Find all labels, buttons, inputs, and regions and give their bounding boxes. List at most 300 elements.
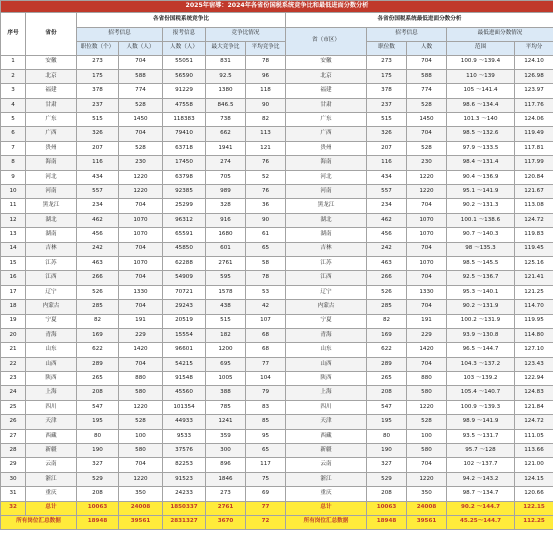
total-seq: 32 — [1, 501, 26, 515]
cell-r-positions: 195 — [367, 415, 407, 429]
cell-applicants: 91229 — [163, 84, 206, 98]
cell-r-positions: 529 — [367, 472, 407, 486]
cell-max-ratio: 328 — [206, 199, 246, 213]
cell-positions: 462 — [77, 213, 119, 227]
cell-range: 90.2 ～131.3 — [447, 199, 515, 213]
table-row — [1, 487, 553, 501]
cell-province: 湖北 — [26, 213, 77, 227]
summary-value-left: 72 — [246, 515, 286, 529]
summary-row — [1, 515, 553, 529]
cell-province: 新疆 — [26, 444, 77, 458]
table-row — [1, 242, 553, 256]
cell-max-ratio: 1846 — [206, 472, 246, 486]
header-range: 范围 — [447, 41, 515, 55]
cell-people: 191 — [119, 314, 163, 328]
cell-max-ratio: 182 — [206, 328, 246, 342]
header-score-info: 最低进面分数情况 — [447, 28, 553, 42]
cell-r-positions: 327 — [367, 458, 407, 472]
summary-label-left: 所有岗位汇总数据 — [1, 515, 77, 529]
cell-r-positions: 237 — [367, 98, 407, 112]
header-r-people: 人数 — [407, 41, 447, 55]
cell-people: 528 — [119, 98, 163, 112]
cell-seq: 18 — [1, 300, 26, 314]
cell-r-people: 100 — [407, 429, 447, 443]
total-positions: 10063 — [77, 501, 119, 515]
cell-applicants: 96601 — [163, 343, 206, 357]
cell-province: 福建 — [26, 84, 77, 98]
cell-province: 江苏 — [26, 256, 77, 270]
total-r-positions: 10063 — [367, 501, 407, 515]
table-row — [1, 328, 553, 342]
table-row — [1, 98, 553, 112]
cell-range: 90.2 ～131.9 — [447, 300, 515, 314]
cell-province: 贵州 — [26, 141, 77, 155]
cell-max-ratio: 785 — [206, 400, 246, 414]
cell-people: 1220 — [119, 472, 163, 486]
cell-people: 704 — [119, 271, 163, 285]
cell-province: 青海 — [26, 328, 77, 342]
cell-r-people: 1420 — [407, 343, 447, 357]
header-people: 人数（人） — [119, 41, 163, 55]
cell-avg-ratio: 121 — [246, 141, 286, 155]
cell-people: 880 — [119, 372, 163, 386]
cell-city: 江苏 — [286, 256, 367, 270]
cell-seq: 14 — [1, 242, 26, 256]
cell-applicants: 101354 — [163, 400, 206, 414]
cell-range: 98 ～135.3 — [447, 242, 515, 256]
cell-max-ratio: 831 — [206, 55, 246, 69]
cell-avg-score: 121.67 — [515, 185, 553, 199]
cell-range: 100.2 ～131.9 — [447, 314, 515, 328]
cell-province: 内蒙古 — [26, 300, 77, 314]
cell-range: 104.3 ～137.2 — [447, 357, 515, 371]
total-row — [1, 501, 553, 515]
cell-province: 上海 — [26, 386, 77, 400]
cell-positions: 190 — [77, 444, 119, 458]
table-row — [1, 156, 553, 170]
cell-people: 1220 — [119, 400, 163, 414]
header-recruit-info: 招考信息 — [77, 28, 163, 42]
table-row — [1, 343, 553, 357]
cell-province: 浙江 — [26, 472, 77, 486]
summary-value-left: 39561 — [119, 515, 163, 529]
cell-seq: 19 — [1, 314, 26, 328]
cell-r-positions: 326 — [367, 127, 407, 141]
cell-r-people: 704 — [407, 458, 447, 472]
cell-r-positions: 456 — [367, 228, 407, 242]
total-applicants: 1850337 — [163, 501, 206, 515]
total-range: 90.2 ～144.7 — [447, 501, 515, 515]
cell-avg-ratio: 65 — [246, 444, 286, 458]
cell-range: 95.1 ～141.9 — [447, 185, 515, 199]
cell-people: 1330 — [119, 285, 163, 299]
cell-avg-score: 121.00 — [515, 458, 553, 472]
summary-value-left: 2831327 — [163, 515, 206, 529]
cell-range: 90.7 ～140.3 — [447, 228, 515, 242]
cell-applicants: 92385 — [163, 185, 206, 199]
cell-r-positions: 80 — [367, 429, 407, 443]
cell-r-people: 704 — [407, 199, 447, 213]
header-apply-info: 报考信息 — [163, 28, 206, 42]
cell-avg-ratio: 118 — [246, 84, 286, 98]
cell-avg-score: 121.25 — [515, 285, 553, 299]
table-row — [1, 84, 553, 98]
cell-applicants: 24233 — [163, 487, 206, 501]
cell-max-ratio: 359 — [206, 429, 246, 443]
cell-seq: 6 — [1, 127, 26, 141]
header-province: 省份 — [26, 13, 77, 56]
table-row — [1, 386, 553, 400]
cell-avg-score: 126.98 — [515, 69, 553, 83]
cell-seq: 12 — [1, 213, 26, 227]
cell-avg-ratio: 78 — [246, 55, 286, 69]
cell-city: 安徽 — [286, 55, 367, 69]
cell-province: 山东 — [26, 343, 77, 357]
cell-avg-score: 124.72 — [515, 415, 553, 429]
cell-city: 西藏 — [286, 429, 367, 443]
cell-province: 广东 — [26, 113, 77, 127]
cell-seq: 21 — [1, 343, 26, 357]
cell-r-positions: 462 — [367, 213, 407, 227]
cell-range: 93.5 ～131.7 — [447, 429, 515, 443]
total-city: 总计 — [286, 501, 367, 515]
cell-positions: 169 — [77, 328, 119, 342]
header-city: 省（市区） — [286, 28, 367, 56]
cell-applicants: 70721 — [163, 285, 206, 299]
table-row — [1, 185, 553, 199]
cell-r-people: 350 — [407, 487, 447, 501]
cell-seq: 30 — [1, 472, 26, 486]
cell-city: 吉林 — [286, 242, 367, 256]
cell-applicants: 17450 — [163, 156, 206, 170]
cell-r-people: 1330 — [407, 285, 447, 299]
cell-applicants: 82253 — [163, 458, 206, 472]
cell-range: 101.3 ～140 — [447, 113, 515, 127]
cell-applicants: 79410 — [163, 127, 206, 141]
cell-r-people: 1070 — [407, 256, 447, 270]
cell-avg-score: 114.80 — [515, 328, 553, 342]
cell-avg-score: 117.99 — [515, 156, 553, 170]
cell-max-ratio: 1941 — [206, 141, 246, 155]
cell-max-ratio: 1005 — [206, 372, 246, 386]
cell-applicants: 55051 — [163, 55, 206, 69]
cell-positions: 526 — [77, 285, 119, 299]
cell-positions: 273 — [77, 55, 119, 69]
cell-seq: 11 — [1, 199, 26, 213]
cell-range: 105 ～141.4 — [447, 84, 515, 98]
cell-positions: 463 — [77, 256, 119, 270]
cell-r-positions: 273 — [367, 55, 407, 69]
cell-seq: 22 — [1, 357, 26, 371]
cell-r-positions: 526 — [367, 285, 407, 299]
table-row — [1, 444, 553, 458]
cell-people: 580 — [119, 386, 163, 400]
cell-max-ratio: 274 — [206, 156, 246, 170]
cell-avg-ratio: 36 — [246, 199, 286, 213]
cell-applicants: 25299 — [163, 199, 206, 213]
cell-province: 云南 — [26, 458, 77, 472]
cell-city: 宁夏 — [286, 314, 367, 328]
cell-range: 97.9 ～133.5 — [447, 141, 515, 155]
cell-avg-ratio: 53 — [246, 285, 286, 299]
cell-r-positions: 82 — [367, 314, 407, 328]
cell-province: 西藏 — [26, 429, 77, 443]
table-row — [1, 141, 553, 155]
table-row — [1, 372, 553, 386]
cell-seq: 31 — [1, 487, 26, 501]
cell-seq: 20 — [1, 328, 26, 342]
cell-positions: 208 — [77, 386, 119, 400]
table-row — [1, 429, 553, 443]
cell-applicants: 63798 — [163, 170, 206, 184]
cell-city: 河南 — [286, 185, 367, 199]
cell-r-people: 1220 — [407, 400, 447, 414]
cell-max-ratio: 515 — [206, 314, 246, 328]
cell-province: 海南 — [26, 156, 77, 170]
cell-max-ratio: 1380 — [206, 84, 246, 98]
cell-r-positions: 463 — [367, 256, 407, 270]
cell-r-positions: 234 — [367, 199, 407, 213]
cell-province: 江西 — [26, 271, 77, 285]
cell-seq: 23 — [1, 372, 26, 386]
cell-range: 94.2 ～143.2 — [447, 472, 515, 486]
cell-people: 580 — [119, 444, 163, 458]
cell-city: 湖南 — [286, 228, 367, 242]
cell-people: 1220 — [119, 185, 163, 199]
cell-applicants: 91523 — [163, 472, 206, 486]
summary-value-right: 39561 — [407, 515, 447, 529]
cell-province: 山西 — [26, 357, 77, 371]
cell-applicants: 63718 — [163, 141, 206, 155]
cell-city: 北京 — [286, 69, 367, 83]
table-row — [1, 415, 553, 429]
cell-city: 贵州 — [286, 141, 367, 155]
cell-max-ratio: 738 — [206, 113, 246, 127]
cell-r-people: 528 — [407, 141, 447, 155]
cell-max-ratio: 662 — [206, 127, 246, 141]
cell-city: 江西 — [286, 271, 367, 285]
table-row — [1, 127, 553, 141]
cell-r-positions: 378 — [367, 84, 407, 98]
cell-max-ratio: 2761 — [206, 256, 246, 270]
cell-people: 1070 — [119, 256, 163, 270]
total-avg-ratio: 77 — [246, 501, 286, 515]
table-row — [1, 113, 553, 127]
cell-city: 山东 — [286, 343, 367, 357]
cell-province: 河南 — [26, 185, 77, 199]
cell-avg-ratio: 76 — [246, 156, 286, 170]
cell-avg-ratio: 113 — [246, 127, 286, 141]
cell-positions: 285 — [77, 300, 119, 314]
cell-seq: 26 — [1, 415, 26, 429]
cell-seq: 3 — [1, 84, 26, 98]
cell-positions: 266 — [77, 271, 119, 285]
cell-people: 1220 — [119, 170, 163, 184]
cell-province: 黑龙江 — [26, 199, 77, 213]
cell-applicants: 56590 — [163, 69, 206, 83]
cell-positions: 456 — [77, 228, 119, 242]
table-row — [1, 228, 553, 242]
cell-r-positions: 289 — [367, 357, 407, 371]
right-section-title: 各省份国税系统最低进面分数分析 — [286, 13, 553, 28]
cell-avg-ratio: 78 — [246, 271, 286, 285]
cell-r-positions: 266 — [367, 271, 407, 285]
cell-avg-score: 119.95 — [515, 314, 553, 328]
cell-avg-score: 123.43 — [515, 357, 553, 371]
cell-avg-score: 117.76 — [515, 98, 553, 112]
cell-range: 98.5 ～145.5 — [447, 256, 515, 270]
cell-avg-ratio: 76 — [246, 185, 286, 199]
cell-province: 四川 — [26, 400, 77, 414]
cell-people: 350 — [119, 487, 163, 501]
cell-people: 704 — [119, 242, 163, 256]
cell-r-people: 1450 — [407, 113, 447, 127]
cell-range: 100.1 ～138.6 — [447, 213, 515, 227]
cell-r-positions: 515 — [367, 113, 407, 127]
cell-avg-score: 111.05 — [515, 429, 553, 443]
cell-r-positions: 434 — [367, 170, 407, 184]
cell-city: 新疆 — [286, 444, 367, 458]
cell-applicants: 45560 — [163, 386, 206, 400]
header-r-positions: 职位数 — [367, 41, 407, 55]
cell-applicants: 37576 — [163, 444, 206, 458]
cell-range: 98.7 ～134.7 — [447, 487, 515, 501]
cell-applicants: 9533 — [163, 429, 206, 443]
cell-positions: 175 — [77, 69, 119, 83]
cell-applicants: 44933 — [163, 415, 206, 429]
cell-max-ratio: 595 — [206, 271, 246, 285]
cell-seq: 28 — [1, 444, 26, 458]
cell-province: 甘肃 — [26, 98, 77, 112]
cell-positions: 289 — [77, 357, 119, 371]
header-applicants: 人数（人） — [163, 41, 206, 55]
cell-people: 774 — [119, 84, 163, 98]
cell-positions: 242 — [77, 242, 119, 256]
cell-people: 528 — [119, 141, 163, 155]
cell-r-people: 1220 — [407, 170, 447, 184]
cell-city: 广西 — [286, 127, 367, 141]
cell-seq: 10 — [1, 185, 26, 199]
cell-seq: 9 — [1, 170, 26, 184]
table-row — [1, 357, 553, 371]
cell-province: 辽宁 — [26, 285, 77, 299]
cell-range: 93.9 ～130.8 — [447, 328, 515, 342]
cell-province: 安徽 — [26, 55, 77, 69]
cell-avg-score: 127.10 — [515, 343, 553, 357]
cell-people: 230 — [119, 156, 163, 170]
cell-max-ratio: 92.5 — [206, 69, 246, 83]
table-row — [1, 300, 553, 314]
cell-avg-ratio: 69 — [246, 487, 286, 501]
cell-r-positions: 169 — [367, 328, 407, 342]
cell-max-ratio: 1680 — [206, 228, 246, 242]
cell-range: 95.7 ～128 — [447, 444, 515, 458]
cell-r-positions: 116 — [367, 156, 407, 170]
cell-r-people: 1070 — [407, 213, 447, 227]
cell-r-people: 1220 — [407, 472, 447, 486]
cell-seq: 17 — [1, 285, 26, 299]
cell-avg-score: 124.06 — [515, 113, 553, 127]
cell-applicants: 62288 — [163, 256, 206, 270]
header-competition: 竞争比情况 — [206, 28, 286, 42]
cell-r-positions: 622 — [367, 343, 407, 357]
table-row — [1, 285, 553, 299]
header-positions: 职位数（个） — [77, 41, 119, 55]
header-avg-ratio: 平均竞争比 — [246, 41, 286, 55]
cell-city: 辽宁 — [286, 285, 367, 299]
cell-avg-ratio: 95 — [246, 429, 286, 443]
summary-value-left: 3670 — [206, 515, 246, 529]
cell-range: 100.9 ～139.4 — [447, 55, 515, 69]
cell-people: 528 — [119, 415, 163, 429]
cell-province: 吉林 — [26, 242, 77, 256]
summary-value-right: 112.25 — [515, 515, 553, 529]
cell-city: 浙江 — [286, 472, 367, 486]
cell-people: 1450 — [119, 113, 163, 127]
table-row — [1, 55, 553, 69]
cell-avg-score: 119.49 — [515, 127, 553, 141]
cell-applicants: 91548 — [163, 372, 206, 386]
cell-avg-ratio: 75 — [246, 472, 286, 486]
cell-applicants: 96312 — [163, 213, 206, 227]
cell-people: 1420 — [119, 343, 163, 357]
cell-province: 重庆 — [26, 487, 77, 501]
cell-seq: 4 — [1, 98, 26, 112]
cell-positions: 434 — [77, 170, 119, 184]
cell-people: 1070 — [119, 228, 163, 242]
cell-r-people: 704 — [407, 55, 447, 69]
cell-r-people: 1070 — [407, 228, 447, 242]
cell-avg-score: 119.83 — [515, 228, 553, 242]
cell-seq: 16 — [1, 271, 26, 285]
cell-positions: 207 — [77, 141, 119, 155]
cell-province: 宁夏 — [26, 314, 77, 328]
cell-avg-ratio: 90 — [246, 98, 286, 112]
summary-value-right: 45.25～144.7 — [447, 515, 515, 529]
cell-applicants: 118383 — [163, 113, 206, 127]
cell-r-people: 580 — [407, 444, 447, 458]
cell-max-ratio: 916 — [206, 213, 246, 227]
cell-province: 广西 — [26, 127, 77, 141]
header-avg-score: 平均分 — [515, 41, 553, 55]
cell-r-positions: 547 — [367, 400, 407, 414]
cell-avg-ratio: 68 — [246, 328, 286, 342]
table-row — [1, 314, 553, 328]
table-row — [1, 271, 553, 285]
cell-r-people: 580 — [407, 386, 447, 400]
cell-city: 云南 — [286, 458, 367, 472]
cell-positions: 234 — [77, 199, 119, 213]
cell-people: 704 — [119, 199, 163, 213]
cell-positions: 515 — [77, 113, 119, 127]
cell-city: 广东 — [286, 113, 367, 127]
cell-avg-ratio: 90 — [246, 213, 286, 227]
summary-label-right: 所有岗位汇总数据 — [286, 515, 367, 529]
cell-r-positions: 190 — [367, 444, 407, 458]
cell-avg-score: 113.08 — [515, 199, 553, 213]
cell-r-people: 528 — [407, 415, 447, 429]
total-people: 24008 — [119, 501, 163, 515]
cell-r-positions: 175 — [367, 69, 407, 83]
cell-city: 河北 — [286, 170, 367, 184]
cell-r-people: 588 — [407, 69, 447, 83]
cell-province: 天津 — [26, 415, 77, 429]
cell-r-people: 191 — [407, 314, 447, 328]
cell-r-people: 230 — [407, 156, 447, 170]
cell-range: 100.9 ～139.3 — [447, 400, 515, 414]
cell-avg-score: 121.41 — [515, 271, 553, 285]
cell-avg-ratio: 82 — [246, 113, 286, 127]
